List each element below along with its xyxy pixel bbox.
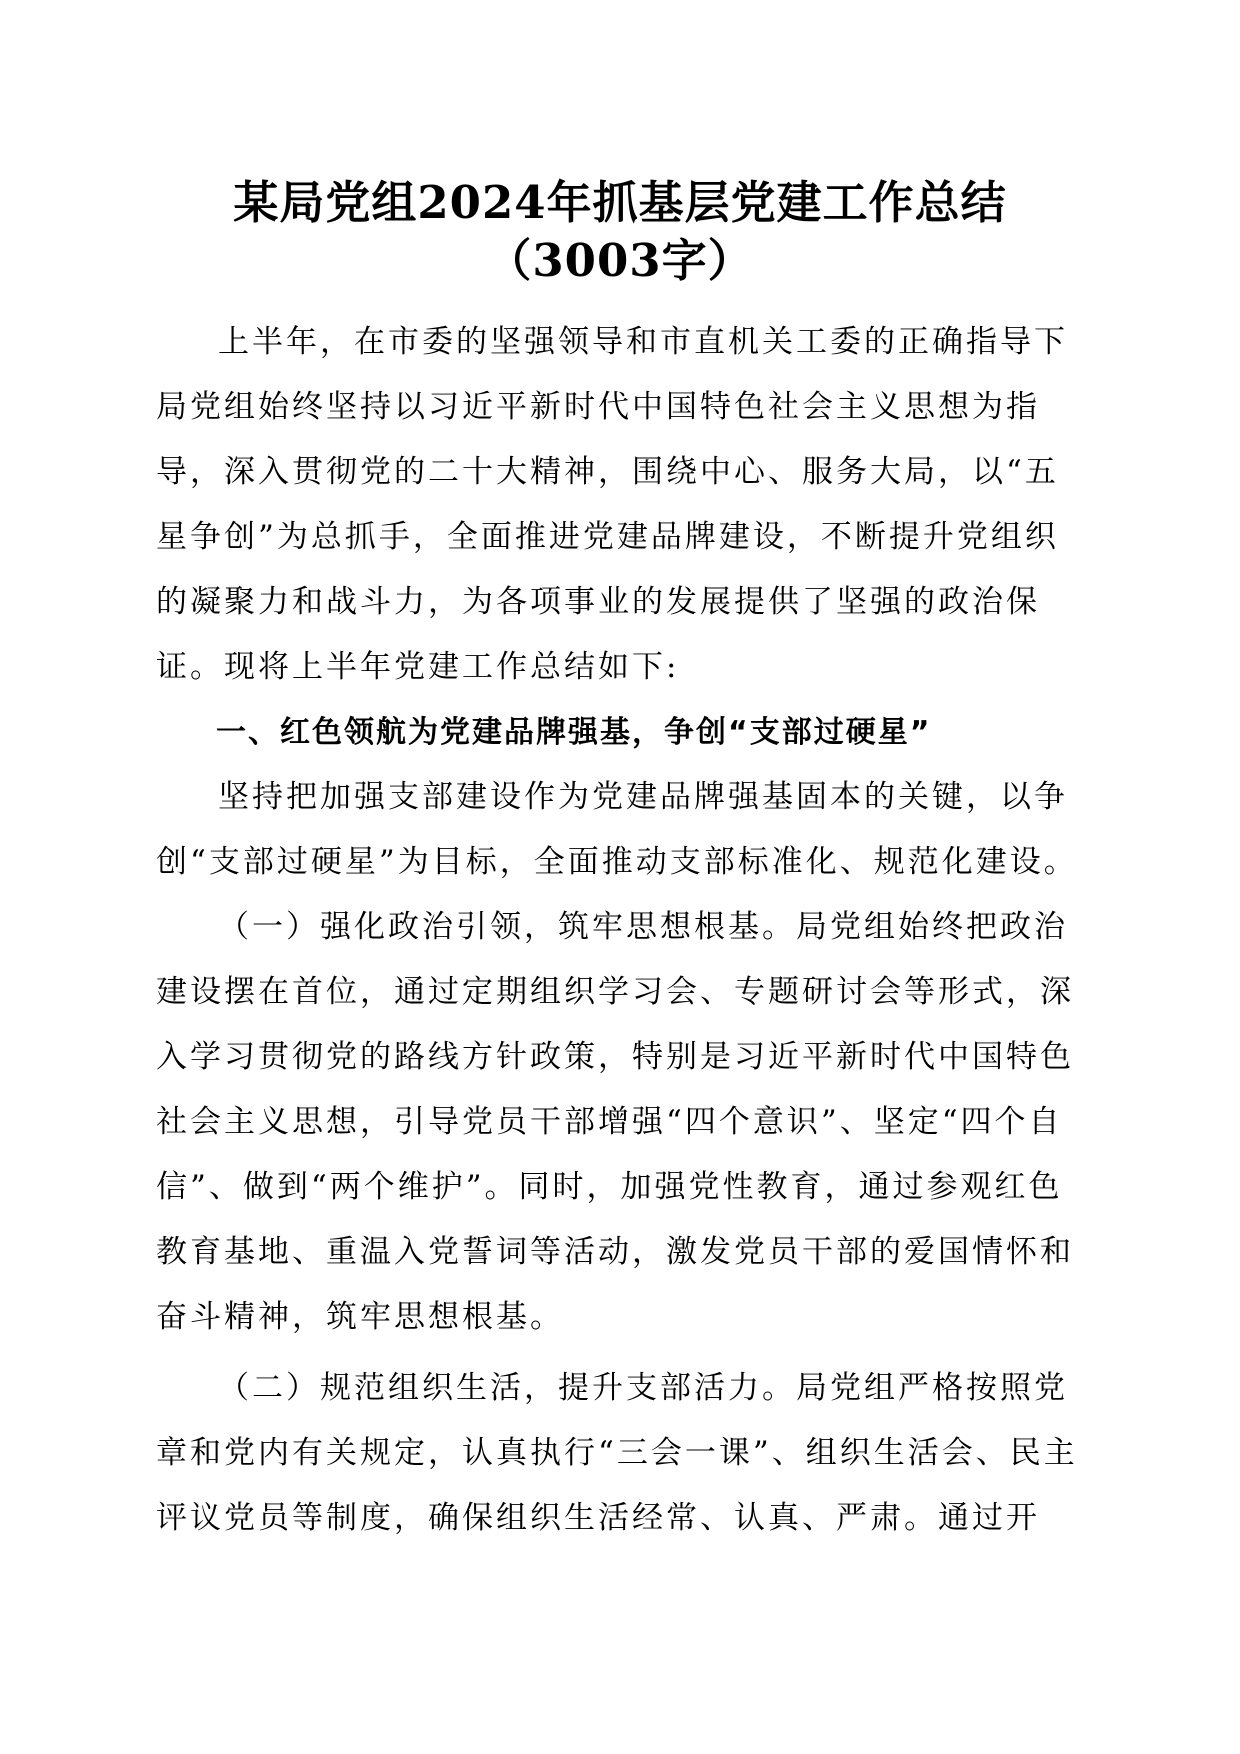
document-body	[156, 310, 1084, 1551]
section-1-item-2: （二）规范组织生活，提升支部活力。局党组严格按照党章和党内有关规定，认真执行“三会一课”、组织生活会、民主评议党员等制度，确保组织生活经常、认真、严肃。通过开	[156, 1370, 1078, 1536]
section-heading-1: 一、红色领航为党建品牌强基，争创“支部过硬星”	[216, 715, 932, 750]
section-1-paragraph: 坚持把加强支部建设作为党建品牌强基固本的关键，以争创“支部过硬星”为目标，全面推动支部标准化、规范化建设。	[156, 779, 1078, 880]
document-title: 某局党组2024年抓基层党建工作总结（3003字）	[233, 176, 1007, 287]
intro-paragraph: 上半年，在市委的坚强领导和市直机关工委的正确指导下局党组始终坚持以习近平新时代中国特色社会主义思想为指导，深入贯彻党的二十大精神，围绕中心、服务大局，以“五星争创”为总抓手，全面推进党建品牌建设，不断提升党组织的凝聚力和战斗力，为各项事业的发展提供了坚强的政治保证。现将上半年党建工作总结如下:	[156, 324, 1068, 685]
section-1-item-1: （一）强化政治引领，筑牢思想根基。局党组始终把政治建设摆在首位，通过定期组织学习会、专题研讨会等形式，深入学习贯彻党的路线方针政策，特别是习近平新时代中国特色社会主义思想，引导党员干部增强“四个意识”、坚定“四个自信”、做到“两个维护”。同时，加强党性教育，通过参观红色教育基地、重温入党誓词等活动，激发党员干部的爱国情怀和奋斗精神，筑牢思想根基。	[156, 909, 1074, 1335]
